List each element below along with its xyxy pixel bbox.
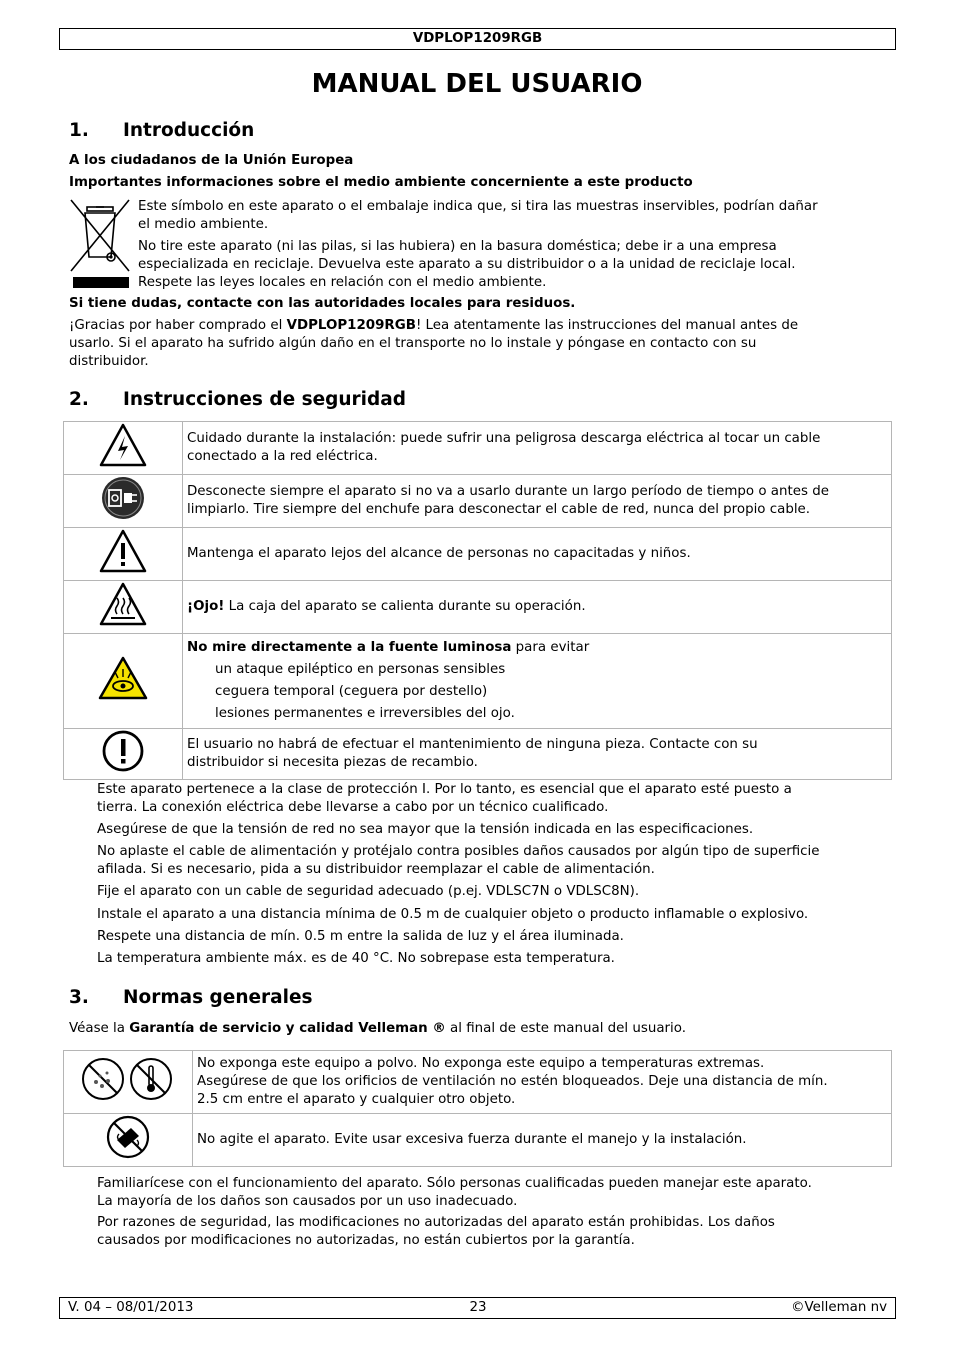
section-1-heading: 1. Introducción [69, 120, 255, 141]
table-row: No agite el aparato. Evite usar excesiva fuerza durante el manejo y la instalación. [64, 1114, 892, 1167]
thanks-text-2: usarlo. Si el aparato ha sufrido algún daño en el transporte no lo instale y póngase en contacto con su [69, 336, 757, 351]
list-item: ceguera temporal (ceguera por destello) [215, 684, 488, 699]
page-number: 23 [469, 1300, 487, 1315]
general-rules-table [63, 1050, 892, 1167]
light-distance-text: Respete una distancia de mín. 0.5 m entre la salida de luz y el área iluminada. [97, 929, 624, 944]
list-item: un ataque epiléptico en personas sensibles [215, 662, 506, 677]
modifications-text-2: causados por modificaciones no autorizadas, no están cubiertos por la garantía. [97, 1233, 635, 1248]
no-shaking-icon [64, 1114, 193, 1167]
table-row: No mire directamente a la fuente luminosa para evitar un ataque epiléptico en personas sensibles ceguera temporal (ceguera por destello) lesiones permanentes e irreversibles del ojo. [64, 634, 892, 729]
list-item: lesiones permanentes e irreversibles del ojo. [215, 706, 515, 721]
weee-text-2a: No tire este aparato (ni las pilas, si las hubiera) en la basura doméstica; debe ir a una empresa [138, 239, 777, 254]
header-model: VDPLOP1209RGB [412, 31, 543, 46]
safety-cable-text: Fije el aparato con un cable de seguridad adecuado (p.ej. VDLSC7N o VDLSC8N). [97, 884, 640, 899]
footer-version: V. 04 – 08/01/2013 [68, 1300, 194, 1315]
cable-text: No aplaste el cable de alimentación y protéjalo contra posibles daños causados por algún tipo de superficie [97, 844, 820, 859]
section-2-heading: 2. Instrucciones de seguridad [69, 389, 406, 410]
light-eye-warning-icon [64, 634, 183, 729]
table-row: Mantenga el aparato lejos del alcance de personas no capacitadas y niños. [64, 528, 892, 581]
thanks-text: ¡Gracias por haber comprado el VDPLOP1209RGB! Lea atentamente las instrucciones del manual antes de [69, 318, 799, 333]
table-row: No exponga este equipo a polvo. No exponga este equipo a temperaturas extremas. Asegúrese de que los orificios de ventilación no estén bloqueados. Deje una distancia de mín. 2.5 cm entre el aparato y cualquier otro objeto. [64, 1051, 892, 1114]
weee-text-1b: el medio ambiente. [138, 217, 269, 232]
protection-class-text: Este aparato pertenece a la clase de protección I. Por lo tanto, es esencial que el aparato esté puesto a [97, 782, 792, 797]
safety-table [63, 421, 892, 780]
eu-citizens-subheading: A los ciudadanos de la Unión Europea [69, 153, 354, 168]
exclamation-icon [64, 729, 183, 780]
table-row: El usuario no habrá de efectuar el mantenimiento de ninguna pieza. Contacte con su distribuidor si necesita piezas de recambio. [64, 729, 892, 780]
protection-class-text-2: tierra. La conexión eléctrica debe llevarse a cabo por un técnico cualificado. [97, 800, 609, 815]
table-row: ¡Ojo! La caja del aparato se calienta durante su operación. [64, 581, 892, 634]
general-warning-icon [64, 528, 183, 581]
section-3-heading: 3. Normas generales [69, 987, 313, 1008]
hot-surface-icon [64, 581, 183, 634]
table-row: Cuidado durante la instalación: puede sufrir una peligrosa descarga eléctrica al tocar un cable conectado a la red eléctrica. [64, 422, 892, 475]
modifications-text: Por razones de seguridad, las modificaciones no autorizadas del aparato están prohibidas. Los daños [97, 1215, 775, 1230]
table-row: Desconecte siempre el aparato si no va a usarlo durante un largo período de tiempo o antes de limpiarlo. Tire siempre del enchufe para desconectar el cable de red, nunca del propio cable. [64, 475, 892, 528]
weee-text-3: Respete las leyes locales en relación con el medio ambiente. [138, 275, 547, 290]
warranty-text: Véase la Garantía de servicio y calidad Velleman ® al final de este manual del usuario. [69, 1021, 686, 1036]
cable-text-2: afilada. Si es necesario, pida a su distribuidor reemplazar el cable de alimentación. [97, 862, 655, 877]
familiarize-text: Familiarícese con el funcionamiento del aparato. Sólo personas cualificadas pueden manejar este aparato. [97, 1176, 812, 1191]
voltage-text: Asegúrese de que la tensión de red no sea mayor que la tensión indicada en las especificaciones. [97, 822, 754, 837]
thanks-text-3: distribuidor. [69, 354, 149, 369]
weee-text-1a: Este símbolo en este aparato o el embalaje indica que, si tira las muestras inservibles, podrían dañar [138, 199, 818, 214]
distance-text: Instale el aparato a una distancia mínima de 0.5 m de cualquier objeto o producto inflamable o explosivo. [97, 907, 809, 922]
footer-copyright: ©Velleman nv [791, 1300, 887, 1315]
weee-bin-icon [69, 197, 131, 291]
familiarize-text-2: La mayoría de los daños son causados por un uso inadecuado. [97, 1194, 518, 1209]
no-dust-no-temperature-icon [64, 1051, 193, 1114]
temperature-text: La temperatura ambiente máx. es de 40 °C. No sobrepase esta temperatura. [97, 951, 615, 966]
weee-text-2b: especializada en reciclaje. Devuelva este aparato a su distribuidor o a la unidad de reciclaje local. [138, 257, 796, 272]
environment-subheading: Importantes informaciones sobre el medio ambiente concerniente a este producto [69, 175, 693, 190]
doubts-text: Si tiene dudas, contacte con las autoridades locales para residuos. [69, 296, 576, 311]
page-title: MANUAL DEL USUARIO [311, 69, 643, 99]
unplug-icon [64, 475, 183, 528]
page-footer [59, 1297, 896, 1319]
electric-shock-warning-icon [64, 422, 183, 475]
page-header [59, 28, 896, 50]
